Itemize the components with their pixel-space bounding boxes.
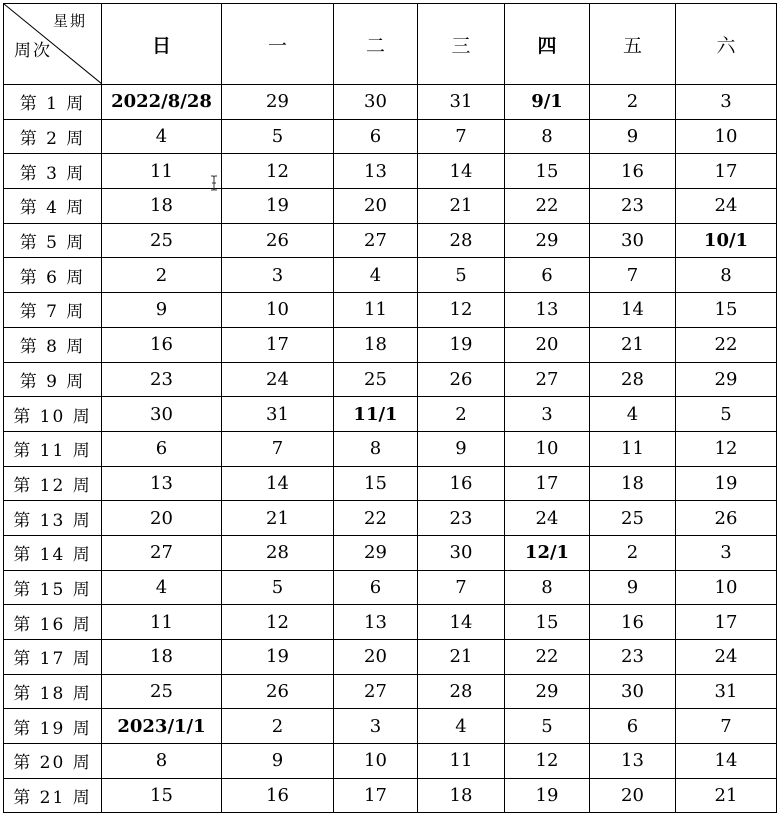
- date-cell: 7: [590, 258, 676, 293]
- date-cell: 20: [334, 640, 418, 675]
- date-cell: 7: [418, 119, 505, 154]
- date-cell: 19: [222, 640, 334, 675]
- date-cell: 27: [334, 223, 418, 258]
- day-header-sun: 日: [102, 4, 222, 85]
- date-cell: 13: [334, 154, 418, 189]
- table-row: [4, 362, 777, 397]
- week-label: 第 20 周: [4, 744, 102, 779]
- date-cell: 22: [505, 189, 590, 224]
- date-cell: 20: [505, 327, 590, 362]
- date-cell: 31: [222, 397, 334, 432]
- date-cell: 3: [222, 258, 334, 293]
- date-cell: 21: [418, 640, 505, 675]
- week-label: 第 8 周: [4, 327, 102, 362]
- date-cell: 8: [676, 258, 777, 293]
- date-cell: 11: [334, 293, 418, 328]
- week-label: 第 13 周: [4, 501, 102, 536]
- date-cell: 11: [102, 605, 222, 640]
- date-cell: 22: [334, 501, 418, 536]
- date-cell: 17: [505, 466, 590, 501]
- date-cell: 11: [590, 431, 676, 466]
- table-row: [4, 431, 777, 466]
- date-cell: 7: [418, 570, 505, 605]
- date-cell: 24: [676, 189, 777, 224]
- date-cell: 17: [676, 154, 777, 189]
- date-cell: 18: [418, 778, 505, 813]
- date-cell: 29: [505, 223, 590, 258]
- date-cell: 9: [590, 570, 676, 605]
- date-cell: 17: [334, 778, 418, 813]
- date-cell: 16: [590, 605, 676, 640]
- date-cell: 25: [102, 674, 222, 709]
- day-header-thu: 四: [505, 4, 590, 85]
- date-cell: 7: [676, 709, 777, 744]
- table-row: [4, 327, 777, 362]
- date-cell: 17: [676, 605, 777, 640]
- calendar-table: [3, 3, 777, 813]
- date-cell: 13: [334, 605, 418, 640]
- date-cell: 27: [505, 362, 590, 397]
- date-cell: 29: [334, 535, 418, 570]
- date-cell: 13: [102, 466, 222, 501]
- week-axis-label: 周次: [14, 41, 52, 61]
- week-label: 第 15 周: [4, 570, 102, 605]
- date-cell: 29: [676, 362, 777, 397]
- date-cell: 9: [590, 119, 676, 154]
- date-cell: 15: [334, 466, 418, 501]
- date-cell: 12: [222, 154, 334, 189]
- date-cell: 21: [676, 778, 777, 813]
- date-cell: 23: [102, 362, 222, 397]
- date-cell: 20: [590, 778, 676, 813]
- date-cell: 6: [505, 258, 590, 293]
- date-cell: 19: [676, 466, 777, 501]
- week-label: 第 5 周: [4, 223, 102, 258]
- date-cell: 9: [102, 293, 222, 328]
- day-header-sat: 六: [676, 4, 777, 85]
- date-cell: 13: [590, 744, 676, 779]
- table-row: [4, 709, 777, 744]
- date-cell: 25: [590, 501, 676, 536]
- week-label: 第 14 周: [4, 535, 102, 570]
- date-cell: 31: [418, 85, 505, 120]
- day-header-wed: 三: [418, 4, 505, 85]
- table-row: [4, 744, 777, 779]
- date-cell: 10: [334, 744, 418, 779]
- date-cell: 16: [222, 778, 334, 813]
- date-cell: 19: [418, 327, 505, 362]
- weekday-axis-label: 星期: [52, 12, 87, 30]
- week-label: 第 9 周: [4, 362, 102, 397]
- date-cell: 30: [418, 535, 505, 570]
- week-label: 第 17 周: [4, 640, 102, 675]
- date-cell: 16: [102, 327, 222, 362]
- date-cell: 9: [418, 431, 505, 466]
- header-row: [4, 4, 777, 85]
- date-cell: 6: [102, 431, 222, 466]
- date-cell: 28: [222, 535, 334, 570]
- table-row: [4, 535, 777, 570]
- date-cell: 3: [505, 397, 590, 432]
- date-cell: 7: [222, 431, 334, 466]
- date-cell: 5: [222, 119, 334, 154]
- table-row: [4, 293, 777, 328]
- date-cell: 3: [676, 85, 777, 120]
- date-cell: 12: [505, 744, 590, 779]
- date-cell: 22: [505, 640, 590, 675]
- week-label: 第 12 周: [4, 466, 102, 501]
- date-cell: 6: [590, 709, 676, 744]
- week-label: 第 10 周: [4, 397, 102, 432]
- date-cell: 18: [590, 466, 676, 501]
- table-header: [4, 4, 777, 85]
- date-cell: 3: [334, 709, 418, 744]
- date-cell: 4: [102, 119, 222, 154]
- date-cell: 5: [222, 570, 334, 605]
- date-cell: 24: [222, 362, 334, 397]
- date-cell: 25: [102, 223, 222, 258]
- date-cell: 25: [334, 362, 418, 397]
- week-label: 第 3 周: [4, 154, 102, 189]
- week-label: 第 11 周: [4, 431, 102, 466]
- date-cell: 2: [418, 397, 505, 432]
- table-row: [4, 397, 777, 432]
- date-cell: 19: [222, 189, 334, 224]
- date-cell: 14: [418, 605, 505, 640]
- date-cell: 2022/8/28: [102, 85, 222, 120]
- date-cell: 6: [334, 119, 418, 154]
- date-cell: 11: [418, 744, 505, 779]
- date-cell: 8: [505, 119, 590, 154]
- week-label: 第 6 周: [4, 258, 102, 293]
- date-cell: 2: [222, 709, 334, 744]
- date-cell: 15: [102, 778, 222, 813]
- date-cell: 14: [222, 466, 334, 501]
- date-cell: 2: [102, 258, 222, 293]
- date-cell: 18: [102, 189, 222, 224]
- date-cell: 12/1: [505, 535, 590, 570]
- date-cell: 26: [222, 674, 334, 709]
- week-label: 第 18 周: [4, 674, 102, 709]
- table-row: [4, 570, 777, 605]
- date-cell: 10: [222, 293, 334, 328]
- table-row: [4, 258, 777, 293]
- date-cell: 19: [505, 778, 590, 813]
- week-label: 第 21 周: [4, 778, 102, 813]
- date-cell: 14: [676, 744, 777, 779]
- date-cell: 30: [102, 397, 222, 432]
- date-cell: 10: [676, 119, 777, 154]
- date-cell: 15: [505, 154, 590, 189]
- date-cell: 23: [590, 640, 676, 675]
- date-cell: 2023/1/1: [102, 709, 222, 744]
- date-cell: 2: [590, 85, 676, 120]
- date-cell: 4: [418, 709, 505, 744]
- date-cell: 15: [676, 293, 777, 328]
- date-cell: 30: [590, 674, 676, 709]
- week-label: 第 4 周: [4, 189, 102, 224]
- date-cell: 22: [676, 327, 777, 362]
- day-header-tue: 二: [334, 4, 418, 85]
- date-cell: 10: [676, 570, 777, 605]
- table-row: [4, 466, 777, 501]
- diagonal-header-cell: [4, 4, 102, 85]
- date-cell: 10: [505, 431, 590, 466]
- table-row: [4, 189, 777, 224]
- table-row: [4, 674, 777, 709]
- date-cell: 26: [418, 362, 505, 397]
- date-cell: 13: [505, 293, 590, 328]
- date-cell: 24: [505, 501, 590, 536]
- date-cell: 12: [676, 431, 777, 466]
- date-cell: 28: [590, 362, 676, 397]
- date-cell: 27: [102, 535, 222, 570]
- date-cell: 4: [590, 397, 676, 432]
- date-cell: 30: [590, 223, 676, 258]
- date-cell: 14: [590, 293, 676, 328]
- date-cell: 9/1: [505, 85, 590, 120]
- table-row: [4, 119, 777, 154]
- date-cell: 10/1: [676, 223, 777, 258]
- date-cell: 5: [505, 709, 590, 744]
- date-cell: 4: [334, 258, 418, 293]
- date-cell: 28: [418, 674, 505, 709]
- date-cell: 15: [505, 605, 590, 640]
- date-cell: 18: [102, 640, 222, 675]
- date-cell: 8: [334, 431, 418, 466]
- date-cell: 31: [676, 674, 777, 709]
- date-cell: 16: [590, 154, 676, 189]
- date-cell: 20: [334, 189, 418, 224]
- table-row: [4, 501, 777, 536]
- date-cell: 4: [102, 570, 222, 605]
- date-cell: 29: [222, 85, 334, 120]
- date-cell: 21: [418, 189, 505, 224]
- week-label: 第 16 周: [4, 605, 102, 640]
- table-row: [4, 640, 777, 675]
- week-label: 第 19 周: [4, 709, 102, 744]
- date-cell: 5: [418, 258, 505, 293]
- week-label: 第 2 周: [4, 119, 102, 154]
- date-cell: 11: [102, 154, 222, 189]
- date-cell: 28: [418, 223, 505, 258]
- table-row: [4, 223, 777, 258]
- date-cell: 2: [590, 535, 676, 570]
- date-cell: 16: [418, 466, 505, 501]
- table-body: [4, 85, 777, 813]
- table-row: [4, 85, 777, 120]
- day-header-mon: 一: [222, 4, 334, 85]
- date-cell: 24: [676, 640, 777, 675]
- date-cell: 17: [222, 327, 334, 362]
- date-cell: 20: [102, 501, 222, 536]
- date-cell: 27: [334, 674, 418, 709]
- date-cell: 23: [590, 189, 676, 224]
- date-cell: 3: [676, 535, 777, 570]
- table-row: [4, 154, 777, 189]
- date-cell: 8: [505, 570, 590, 605]
- date-cell: 26: [222, 223, 334, 258]
- date-cell: 5: [676, 397, 777, 432]
- date-cell: 29: [505, 674, 590, 709]
- date-cell: 12: [222, 605, 334, 640]
- date-cell: 6: [334, 570, 418, 605]
- date-cell: 8: [102, 744, 222, 779]
- table-row: [4, 778, 777, 813]
- day-header-fri: 五: [590, 4, 676, 85]
- week-label: 第 7 周: [4, 293, 102, 328]
- date-cell: 26: [676, 501, 777, 536]
- table-row: [4, 605, 777, 640]
- date-cell: 18: [334, 327, 418, 362]
- date-cell: 12: [418, 293, 505, 328]
- text-cursor-icon: [209, 175, 219, 191]
- date-cell: 21: [590, 327, 676, 362]
- date-cell: 11/1: [334, 397, 418, 432]
- date-cell: 23: [418, 501, 505, 536]
- date-cell: 14: [418, 154, 505, 189]
- date-cell: 9: [222, 744, 334, 779]
- date-cell: 21: [222, 501, 334, 536]
- date-cell: 30: [334, 85, 418, 120]
- week-label: 第 1 周: [4, 85, 102, 120]
